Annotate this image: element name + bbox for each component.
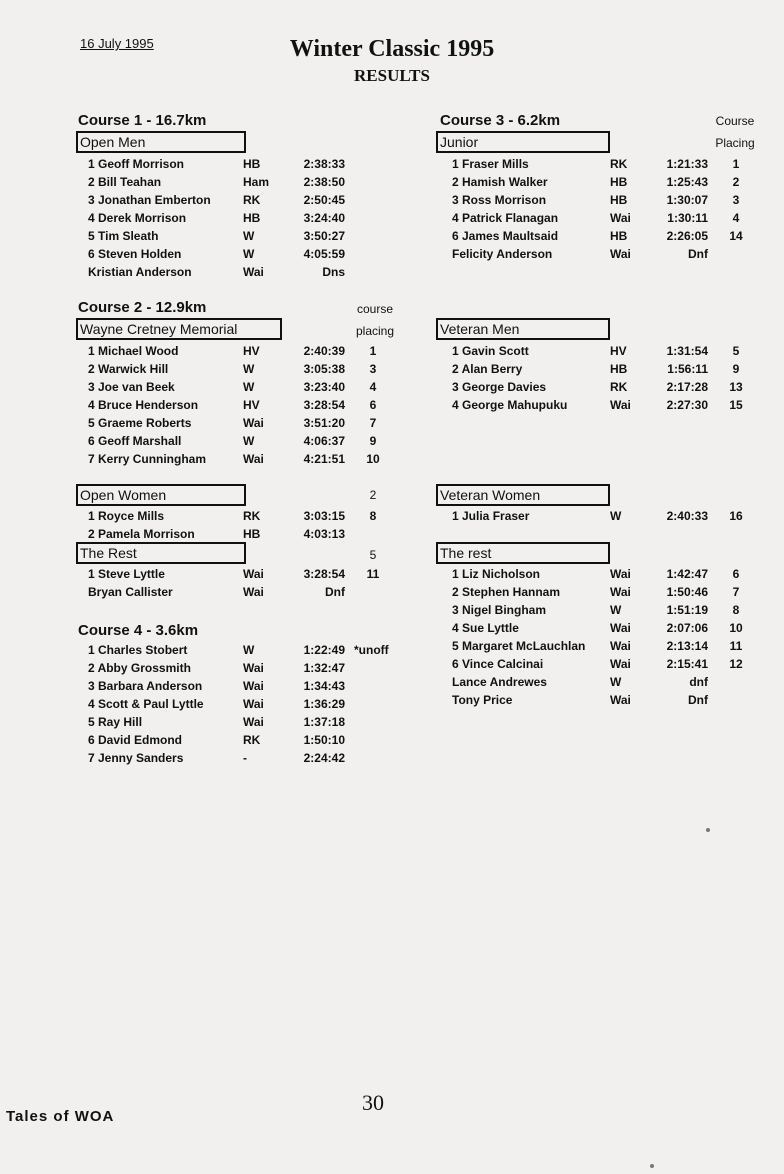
result-placing: *unoff: [354, 643, 389, 657]
result-name: 5 Graeme Roberts: [88, 416, 192, 430]
result-name: 3 Nigel Bingham: [452, 603, 547, 617]
result-club: W: [610, 509, 622, 523]
result-time: 1:51:19: [666, 603, 708, 617]
result-name: 3 Joe van Beek: [88, 380, 175, 394]
result-name: 1 Steve Lyttle: [88, 567, 165, 581]
result-row: [88, 583, 418, 601]
result-club: Wai: [610, 657, 631, 671]
result-club: Wai: [243, 416, 264, 430]
open-women-note: 2: [369, 488, 377, 502]
result-row: [452, 227, 752, 245]
result-club: HB: [610, 193, 628, 207]
result-row: [452, 691, 752, 709]
result-time: 4:21:51: [303, 452, 345, 466]
result-time: 3:03:15: [303, 509, 345, 523]
result-club: Wai: [610, 639, 631, 653]
result-row: [452, 583, 752, 601]
result-time: 1:50:10: [303, 733, 345, 747]
result-name: Bryan Callister: [88, 585, 173, 599]
result-club: Wai: [243, 567, 264, 581]
result-placing: 8: [732, 603, 740, 617]
course3-veteran-men-results: [452, 342, 752, 414]
result-time: 1:34:43: [303, 679, 345, 693]
result-row: [452, 378, 752, 396]
page-subtitle: RESULTS: [354, 66, 430, 85]
result-name: 5 Margaret McLauchlan: [452, 639, 586, 653]
course3-placing-header-2: Placing: [715, 136, 755, 150]
result-name: 5 Tim Sleath: [88, 229, 159, 243]
result-club: HV: [610, 344, 627, 358]
result-time: 3:24:40: [303, 211, 345, 225]
result-club: Wai: [243, 661, 264, 675]
result-row: [88, 342, 418, 360]
result-row: [452, 507, 752, 525]
result-name: Kristian Anderson: [88, 265, 192, 279]
result-row: [452, 191, 752, 209]
result-name: 2 Hamish Walker: [452, 175, 548, 189]
result-time: 4:05:59: [303, 247, 345, 261]
result-club: Wai: [610, 247, 631, 261]
result-time: 2:26:05: [666, 229, 708, 243]
result-time: 1:36:29: [303, 697, 345, 711]
result-club: RK: [610, 157, 628, 171]
result-row: [88, 432, 418, 450]
result-name: 4 Derek Morrison: [88, 211, 187, 225]
result-placing: 4: [732, 211, 740, 225]
the-rest-note: 5: [369, 548, 377, 562]
course3-junior-results: [452, 155, 752, 263]
result-placing: 4: [369, 380, 377, 394]
result-club: RK: [610, 380, 628, 394]
result-club: RK: [243, 509, 261, 523]
result-time: 1:31:54: [666, 344, 708, 358]
result-name: 4 Bruce Henderson: [88, 398, 199, 412]
course3-title: Course 3 - 6.2km: [440, 112, 561, 129]
result-name: 7 Jenny Sanders: [88, 751, 184, 765]
result-placing: 1: [732, 157, 740, 171]
result-row: [88, 713, 418, 731]
result-club: Ham: [243, 175, 270, 189]
result-time: 1:21:33: [666, 157, 708, 171]
result-time: 1:32:47: [303, 661, 345, 675]
result-placing: 6: [369, 398, 377, 412]
result-club: W: [243, 362, 255, 376]
result-row: [88, 659, 418, 677]
result-time: 1:22:49: [303, 643, 345, 657]
result-name: 2 Bill Teahan: [88, 175, 162, 189]
result-time: 3:28:54: [303, 567, 345, 581]
course4-results: [88, 641, 418, 767]
result-placing: 10: [729, 621, 743, 635]
result-name: 6 James Maultsaid: [452, 229, 559, 243]
result-row: [88, 414, 418, 432]
result-name: 4 Patrick Flanagan: [452, 211, 559, 225]
result-row: [452, 673, 752, 691]
result-placing: 5: [732, 344, 740, 358]
result-club: Wai: [610, 567, 631, 581]
publication-name: Tales of WOA: [6, 1108, 115, 1125]
result-name: 7 Kerry Cunningham: [88, 452, 207, 466]
page-title: Winter Classic 1995: [289, 36, 495, 62]
result-club: RK: [243, 193, 261, 207]
result-row: [452, 655, 752, 673]
result-time: 1:42:47: [666, 567, 708, 581]
result-time: 2:24:42: [303, 751, 345, 765]
result-club: HB: [610, 229, 628, 243]
result-time: 3:50:27: [303, 229, 345, 243]
result-club: Wai: [610, 398, 631, 412]
result-row: [88, 191, 418, 209]
result-name: 1 Geoff Morrison: [88, 157, 185, 171]
result-placing: 6: [732, 567, 740, 581]
result-time: Dns: [322, 265, 345, 279]
result-name: 6 David Edmond: [88, 733, 183, 747]
result-name: 1 Michael Wood: [88, 344, 179, 358]
result-time: 1:37:18: [303, 715, 345, 729]
result-row: [88, 525, 418, 543]
result-row: [452, 173, 752, 191]
result-club: Wai: [610, 693, 631, 707]
group-label-veteran-women: Veteran Women: [436, 484, 610, 506]
result-row: [88, 695, 418, 713]
result-row: [88, 263, 418, 281]
result-row: [88, 450, 418, 468]
result-row: [452, 637, 752, 655]
result-club: HB: [610, 362, 628, 376]
result-name: 4 Scott & Paul Lyttle: [88, 697, 204, 711]
result-club: W: [243, 247, 255, 261]
result-time: 1:50:46: [666, 585, 708, 599]
result-row: [452, 396, 752, 414]
course2-open-women-results: [88, 507, 418, 543]
result-row: [452, 155, 752, 173]
result-time: 2:15:41: [666, 657, 708, 671]
result-name: 3 George Davies: [452, 380, 547, 394]
result-name: 1 Royce Mills: [88, 509, 165, 523]
result-name: 3 Jonathan Emberton: [88, 193, 211, 207]
result-time: 2:27:30: [666, 398, 708, 412]
page-number: 30: [362, 1090, 384, 1115]
result-row: [452, 619, 752, 637]
course2-placing-header-2: placing: [355, 324, 395, 338]
result-time: 2:13:14: [666, 639, 708, 653]
result-name: 1 Charles Stobert: [88, 643, 188, 657]
result-row: [452, 342, 752, 360]
result-row: [452, 601, 752, 619]
result-time: 2:40:33: [666, 509, 708, 523]
result-club: HV: [243, 344, 260, 358]
result-row: [88, 507, 418, 525]
result-row: [452, 245, 752, 263]
result-name: 2 Alan Berry: [452, 362, 523, 376]
result-name: 2 Abby Grossmith: [88, 661, 191, 675]
course2-placing-header-1: course: [356, 302, 394, 316]
result-time: Dnf: [325, 585, 345, 599]
result-club: Wai: [610, 585, 631, 599]
course4-title: Course 4 - 3.6km: [78, 622, 199, 639]
result-time: dnf: [689, 675, 708, 689]
result-name: 1 Gavin Scott: [452, 344, 529, 358]
result-placing: 14: [729, 229, 743, 243]
event-date: 16 July 1995: [80, 36, 154, 51]
result-placing: 9: [732, 362, 740, 376]
course3-veteran-women-results: [452, 507, 752, 525]
result-row: [88, 396, 418, 414]
result-row: [88, 749, 418, 767]
result-club: HB: [243, 157, 261, 171]
result-time: 1:30:07: [666, 193, 708, 207]
group-label-the-rest: The Rest: [76, 542, 246, 564]
result-placing: 15: [729, 398, 743, 412]
result-club: Wai: [610, 211, 631, 225]
result-time: 2:17:28: [666, 380, 708, 394]
result-row: [452, 209, 752, 227]
result-name: 3 Barbara Anderson: [88, 679, 203, 693]
result-club: Wai: [243, 715, 264, 729]
result-time: 1:56:11: [667, 362, 708, 376]
result-name: Felicity Anderson: [452, 247, 553, 261]
result-time: 3:23:40: [303, 380, 345, 394]
result-name: 2 Warwick Hill: [88, 362, 169, 376]
result-row: [88, 209, 418, 227]
result-club: RK: [243, 733, 261, 747]
result-placing: 10: [366, 452, 380, 466]
result-club: Wai: [610, 621, 631, 635]
result-club: Wai: [243, 679, 264, 693]
result-club: Wai: [243, 697, 264, 711]
group-label-open-women: Open Women: [76, 484, 246, 506]
result-placing: 3: [369, 362, 377, 376]
result-name: 1 Liz Nicholson: [452, 567, 541, 581]
group-label-veteran-men: Veteran Men: [436, 318, 610, 340]
result-row: [88, 565, 418, 583]
result-club: -: [243, 751, 247, 765]
result-row: [452, 360, 752, 378]
result-placing: 8: [369, 509, 377, 523]
scan-speck: [706, 828, 710, 832]
result-name: 3 Ross Morrison: [452, 193, 547, 207]
result-time: 2:38:33: [303, 157, 345, 171]
result-row: [88, 155, 418, 173]
result-name: 4 George Mahupuku: [452, 398, 568, 412]
result-club: Wai: [243, 265, 264, 279]
result-club: W: [243, 380, 255, 394]
result-row: [88, 227, 418, 245]
result-time: Dnf: [688, 693, 708, 707]
result-name: 4 Sue Lyttle: [452, 621, 519, 635]
result-name: 2 Pamela Morrison: [88, 527, 195, 541]
result-club: Wai: [243, 452, 264, 466]
course3-placing-header-1: Course: [715, 114, 755, 128]
result-name: 6 Geoff Marshall: [88, 434, 182, 448]
result-club: W: [243, 434, 255, 448]
result-club: HB: [243, 527, 261, 541]
result-time: 3:05:38: [303, 362, 345, 376]
result-name: 6 Steven Holden: [88, 247, 182, 261]
result-placing: 11: [366, 567, 380, 581]
result-time: 2:40:39: [303, 344, 345, 358]
result-placing: 11: [729, 639, 743, 653]
result-time: 2:50:45: [303, 193, 345, 207]
result-placing: 9: [369, 434, 377, 448]
result-club: Wai: [243, 585, 264, 599]
result-club: W: [243, 229, 255, 243]
result-time: 3:51:20: [303, 416, 345, 430]
result-club: W: [610, 675, 622, 689]
course3-the-rest-results: [452, 565, 752, 709]
result-time: 2:38:50: [303, 175, 345, 189]
result-row: [88, 360, 418, 378]
result-placing: 3: [732, 193, 740, 207]
result-club: HV: [243, 398, 260, 412]
result-club: W: [610, 603, 622, 617]
result-placing: 7: [732, 585, 740, 599]
result-row: [88, 173, 418, 191]
result-row: [88, 677, 418, 695]
result-time: 1:30:11: [667, 211, 708, 225]
result-row: [452, 565, 752, 583]
group-label-open-men: Open Men: [76, 131, 246, 153]
result-row: [88, 378, 418, 396]
result-row: [88, 245, 418, 263]
result-placing: 2: [732, 175, 740, 189]
result-placing: 12: [729, 657, 743, 671]
group-label-the-rest-right: The rest: [436, 542, 610, 564]
result-time: 3:28:54: [303, 398, 345, 412]
group-label-wayne-cretney-memorial: Wayne Cretney Memorial: [76, 318, 282, 340]
course1-results: [88, 155, 418, 281]
result-time: 1:25:43: [666, 175, 708, 189]
result-row: [88, 731, 418, 749]
result-time: 4:03:13: [303, 527, 345, 541]
course2-memorial-results: [88, 342, 418, 468]
result-time: Dnf: [688, 247, 708, 261]
result-name: Tony Price: [452, 693, 513, 707]
result-name: Lance Andrewes: [452, 675, 547, 689]
result-placing: 13: [729, 380, 743, 394]
result-time: 2:07:06: [666, 621, 708, 635]
result-name: 5 Ray Hill: [88, 715, 143, 729]
course2-the-rest-results: [88, 565, 418, 601]
result-name: 1 Julia Fraser: [452, 509, 530, 523]
course1-title: Course 1 - 16.7km: [78, 112, 207, 129]
result-placing: 1: [369, 344, 377, 358]
result-name: 1 Fraser Mills: [452, 157, 529, 171]
group-label-junior: Junior: [436, 131, 610, 153]
result-name: 6 Vince Calcinai: [452, 657, 544, 671]
result-row: [88, 641, 418, 659]
result-club: HB: [610, 175, 628, 189]
result-club: W: [243, 643, 255, 657]
result-club: HB: [243, 211, 261, 225]
result-time: 4:06:37: [303, 434, 345, 448]
course2-title: Course 2 - 12.9km: [78, 299, 207, 316]
scan-speck: [650, 1164, 654, 1168]
result-placing: 16: [729, 509, 743, 523]
result-placing: 7: [369, 416, 377, 430]
result-name: 2 Stephen Hannam: [452, 585, 561, 599]
